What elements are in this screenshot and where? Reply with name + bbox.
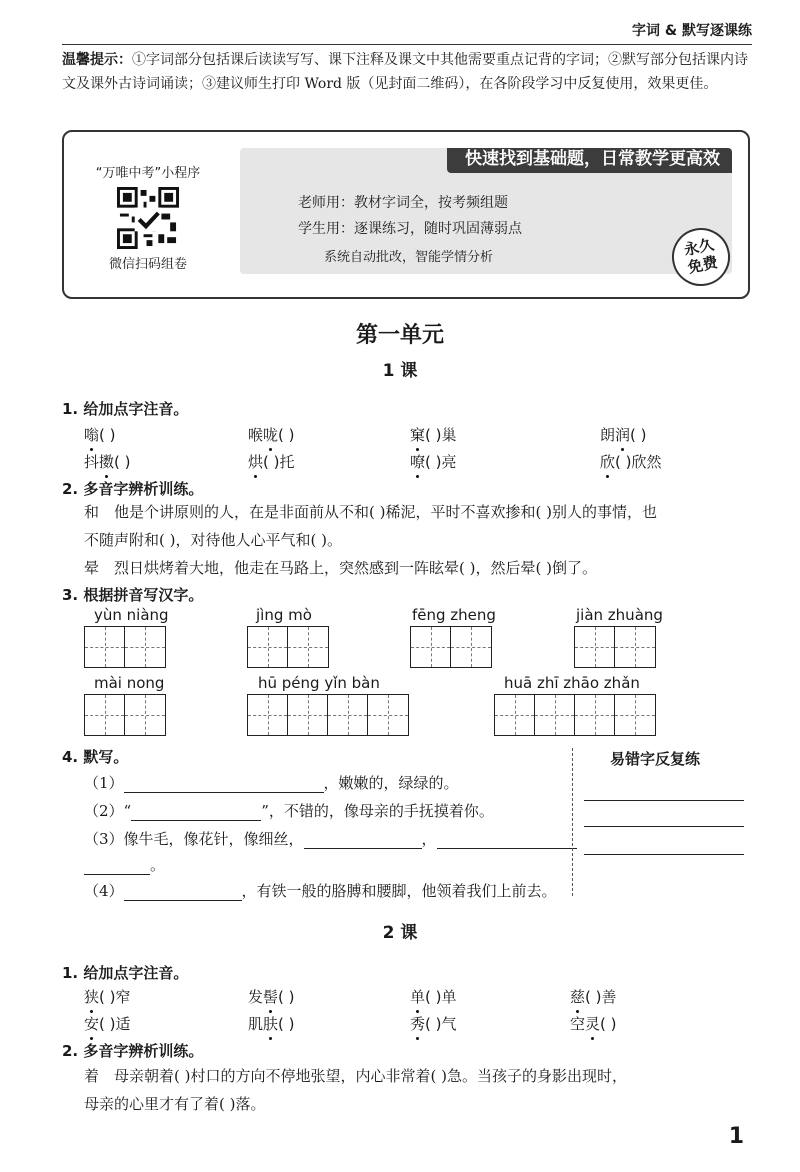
pinyin-jian-zhuang: jiàn zhuàng <box>576 606 663 624</box>
l1-q1-title: 1. 给加点字注音。 <box>62 400 189 418</box>
writing-grid-hu-peng-yin-ban[interactable] <box>247 694 409 736</box>
qr-code-icon[interactable] <box>117 187 179 249</box>
side-practice-line-1[interactable] <box>584 800 744 801</box>
l2-q2-zhe-line-2: 母亲的心里才有了着( )落。 <box>84 1095 266 1113</box>
l1-q4-line-2: （2）“ ”，不错的，像母亲的手抚摸着你。 <box>84 802 494 820</box>
l1-q1-item-2: 喉咙( ) <box>248 426 295 444</box>
pinyin-feng-zheng: fēng zheng <box>412 606 496 624</box>
l2-q1-item-2: 发髻( ) <box>248 988 295 1006</box>
unit-title: 第一单元 <box>355 323 444 348</box>
l1-q4-line-4: （4） ，有铁一般的胳膊和腰脚，他领着我们上前去。 <box>84 882 557 900</box>
l1-q1-item-6: 烘( )托 <box>248 453 295 471</box>
lesson2-title: 2 课 <box>382 923 418 943</box>
l2-q1-item-4: 慈( )善 <box>570 988 617 1006</box>
lesson1-title: 1 课 <box>382 361 418 381</box>
pinyin-hu-peng-yin-ban: hū péng yǐn bàn <box>258 674 380 692</box>
l1-q4-line-3b: 。 <box>84 854 165 875</box>
promo-qr-area <box>64 132 232 297</box>
l2-q1-item-8: 空灵( ) <box>570 1015 617 1033</box>
stamp-text-2: 免费 <box>686 252 720 277</box>
writing-grid-feng-zheng[interactable] <box>410 626 492 668</box>
l2-q1-item-5: 安( )适 <box>84 1015 131 1033</box>
page-number: 1 <box>728 1124 744 1149</box>
writing-grid-yun-niang[interactable] <box>84 626 166 668</box>
side-separator <box>572 748 573 896</box>
l1-q4-line-1: （1） ，嫩嫩的，绿绿的。 <box>84 774 459 792</box>
stamp-text-1: 永久 <box>682 235 716 260</box>
l2-q2-title: 2. 多音字辨析训练。 <box>62 1042 204 1060</box>
writing-grid-jian-zhuang[interactable] <box>574 626 656 668</box>
l1-q1-item-5: 抖擞( ) <box>84 453 131 471</box>
writing-grid-jing-mo[interactable] <box>247 626 329 668</box>
answer-blank-4[interactable] <box>437 848 577 849</box>
l1-q2-title: 2. 多音字辨析训练。 <box>62 480 204 498</box>
side-practice-title: 易错字反复练 <box>610 750 701 768</box>
l1-q2-he-line-2: 不随声附和( )，对待他人心平气和( )。 <box>84 531 342 549</box>
l2-q1-title: 1. 给加点字注音。 <box>62 964 189 982</box>
tip-body: ①字词部分包括课后读读写写、课下注释及课文中其他需要重点记背的字词；②默写部分包括课内诗文及课外古诗词诵读；③建议师生打印 Word 版（见封面二维码），在各阶段学习中反复使用，效果更佳。 <box>62 52 748 92</box>
l1-q1-item-8: 欣( )欣然 <box>600 453 662 471</box>
l2-q1-item-6: 肌肤( ) <box>248 1015 295 1033</box>
promo-banner: 快速找到基础题，日常教学更高效 <box>447 148 732 173</box>
teacher-line: 老师用：教材字词全，按考频组题 <box>298 195 508 211</box>
l1-q2-yun-line: 晕 烈日烘烤着大地，他走在马路上，突然感到一阵眩晕( )，然后晕( )倒了。 <box>84 559 597 577</box>
pinyin-yun-niang: yùn niàng <box>94 606 169 624</box>
mini-program-label: “万唯中考”小程序 <box>95 166 201 181</box>
l1-q1-item-1: 嗡( ) <box>84 426 116 444</box>
answer-blank-1[interactable] <box>124 792 324 793</box>
answer-blank-6[interactable] <box>124 900 242 901</box>
l1-q1-item-7: 嘹( )亮 <box>410 453 457 471</box>
l2-q1-item-7: 秀( )气 <box>410 1015 457 1033</box>
pinyin-jing-mo: jìng mò <box>256 606 312 624</box>
answer-blank-2[interactable] <box>131 820 261 821</box>
l1-q2-he-line-1: 和 他是个讲原则的人，在是非面前从不和( )稀泥，平时不喜欢掺和( )别人的事情，也 <box>84 503 657 521</box>
l1-q1-item-3: 窠( )巢 <box>410 426 457 444</box>
answer-blank-5[interactable] <box>84 874 150 875</box>
tip-label: 温馨提示： <box>62 52 132 68</box>
l1-q4-line-3: （3）像牛毛，像花针，像细丝， ， <box>84 828 577 849</box>
promo-info-panel <box>240 148 732 274</box>
writing-grid-hua-zhi-zhao-zhan[interactable] <box>494 694 656 736</box>
header-divider <box>62 44 752 45</box>
pinyin-mai-nong: mài nong <box>94 674 165 692</box>
header-title: 字词 & 默写逐课练 <box>632 23 752 39</box>
side-practice-line-2[interactable] <box>584 826 744 827</box>
tip-text <box>62 48 752 96</box>
promo-box <box>62 130 750 299</box>
l2-q1-item-1: 狭( )窄 <box>84 988 131 1006</box>
l2-q1-item-3: 单( )单 <box>410 988 457 1006</box>
scan-label: 微信扫码组卷 <box>108 257 187 272</box>
pinyin-hua-zhi-zhao-zhan: huā zhī zhāo zhǎn <box>504 674 640 692</box>
system-line: 系统自动批改，智能学情分析 <box>324 250 494 265</box>
l1-q4-title: 4. 默写。 <box>62 748 129 766</box>
student-line: 学生用：逐课练习，随时巩固薄弱点 <box>298 221 522 237</box>
l2-q2-zhe-line-1: 着 母亲朝着( )村口的方向不停地张望，内心非常着( )急。当孩子的身影出现时， <box>84 1067 627 1085</box>
l1-q3-title: 3. 根据拼音写汉字。 <box>62 586 204 604</box>
writing-grid-mai-nong[interactable] <box>84 694 166 736</box>
answer-blank-3[interactable] <box>304 848 422 849</box>
l1-q1-item-4: 朗润( ) <box>600 426 647 444</box>
side-practice-line-3[interactable] <box>584 854 744 855</box>
